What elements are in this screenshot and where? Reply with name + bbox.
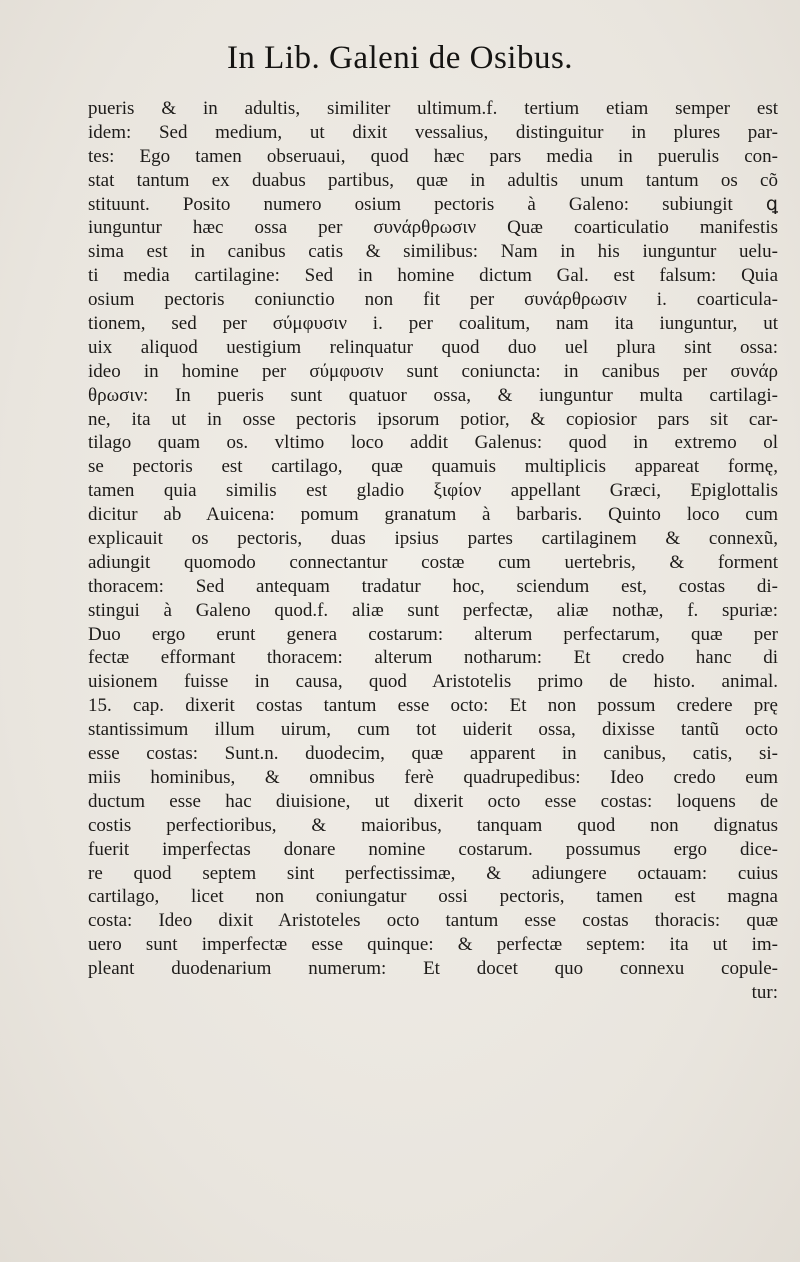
text-line: pleant duodenarium numerum: Et docet quo connexu copule-: [88, 958, 778, 980]
text-line: costa: Ideo dixit Aristoteles octo tantum esse costas thoracis: quæ: [88, 910, 778, 932]
text-line: ti media cartilagine: Sed in homine dictum Gal. est falsum: Quia: [88, 265, 778, 287]
text-line: osium pectoris coniunctio non fit per συνάρθρωσιν i. coarticula-: [88, 289, 778, 311]
text-line: stingui à Galeno quod.f. aliæ sunt perfectæ, aliæ nothæ, f. spuriæ:: [88, 599, 778, 621]
running-head: In Lib. Galeni de Osibus.: [226, 40, 574, 76]
text-line: adiungit quomodo connectantur costæ cum uertebris, & forment: [88, 551, 778, 573]
text-line: tionem, sed per σύμφυσιν i. per coalitum, nam ita iunguntur, ut: [88, 313, 778, 335]
text-line: tilago quam os. vltimo loco addit Galenus: quod in extremo ol: [88, 432, 778, 454]
text-line: uero sunt imperfectæ esse quinque: & perfectæ septem: ita ut im-: [88, 934, 778, 956]
text-line: explicauit os pectoris, duas ipsius partes cartilaginem & connexũ,: [88, 528, 778, 550]
body-text: [88, 97, 778, 1005]
text-line: se pectoris est cartilago, quæ quamuis multiplicis appareat formę,: [88, 456, 778, 478]
text-line: stantissimum illum uirum, cum tot uiderit ossa, dixisse tantũ octo: [88, 719, 778, 741]
text-line: fectæ efformant thoracem: alterum notharum: Et credo hanc di: [88, 647, 778, 669]
text-line: idem: Sed medium, ut dixit vessalius, distinguitur in plures par-: [88, 121, 778, 143]
text-line: stituunt. Posito numero osium pectoris à Galeno: subiungit ꝗ: [88, 193, 778, 215]
text-line: ne, ita ut in osse pectoris ipsorum potior, & copiosior pars sit car-: [88, 408, 778, 430]
text-line: thoracem: Sed antequam tradatur hoc, sciendum est, costas di-: [88, 575, 778, 597]
text-line: iunguntur hæc ossa per συνάρθρωσιν Quæ coarticulatio manifestis: [88, 217, 778, 239]
text-line: ductum esse hac diuisione, ut dixerit octo esse costas: loquens de: [88, 790, 778, 812]
text-line: uisionem fuisse in causa, quod Aristotelis primo de histo. animal.: [88, 671, 778, 693]
text-line: fuerit imperfectas donare nomine costarum. possumus ergo dice-: [88, 838, 778, 860]
text-line: ideo in homine per σύμφυσιν sunt coniuncta: in canibus per συνάρ: [88, 360, 778, 382]
text-line: stat tantum ex duabus partibus, quæ in adultis unum tantum os cõ: [88, 169, 778, 191]
text-line: θρωσιν: In pueris sunt quatuor ossa, & iunguntur multa cartilagi-: [88, 384, 778, 406]
text-line: cartilago, licet non coniungatur ossi pectoris, tamen est magna: [88, 886, 778, 908]
text-line: re quod septem sint perfectissimæ, & adiungere octauam: cuius: [88, 862, 778, 884]
text-line: tes: Ego tamen obseruaui, quod hæc pars media in puerulis con-: [88, 145, 778, 167]
text-line: miis hominibus, & omnibus ferè quadrupedibus: Ideo credo eum: [88, 766, 778, 788]
text-line: costis perfectioribus, & maioribus, tanquam quod non dignatus: [88, 814, 778, 836]
text-line: tamen quia similis est gladio ξιφίον appellant Græci, Epiglottalis: [88, 480, 778, 502]
text-line: esse costas: Sunt.n. duodecim, quæ apparent in canibus, catis, si-: [88, 743, 778, 765]
catchword: tur:: [751, 981, 778, 1003]
text-line: Duo ergo erunt genera costarum: alterum perfectarum, quæ per: [88, 623, 778, 645]
text-line: sima est in canibus catis & similibus: Nam in his iunguntur uelu-: [88, 241, 778, 263]
text-line: uix aliquod uestigium relinquatur quod duo uel plura sint ossa:: [88, 336, 778, 358]
text-line: pueris & in adultis, similiter ultimum.f. tertium etiam semper est: [88, 98, 778, 119]
text-line: dicitur ab Auicena: pomum granatum à barbaris. Quinto loco cum: [88, 504, 778, 526]
text-line: 15. cap. dixerit costas tantum esse octo: Et non possum credere prę: [88, 695, 778, 717]
